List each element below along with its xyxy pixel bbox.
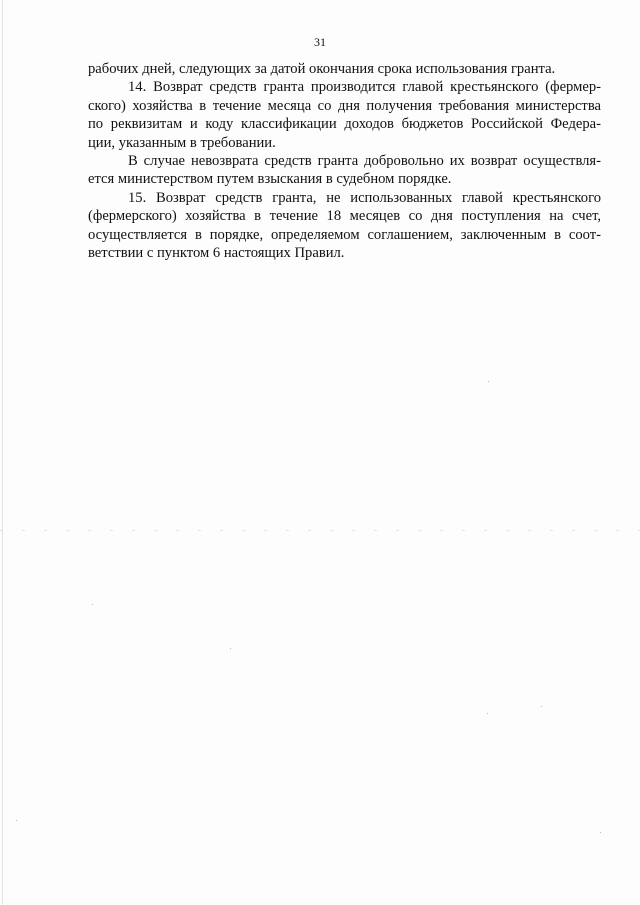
paragraph-4-line-1: 15. Возврат средств гранта, не использованных главой крестьянского xyxy=(128,189,601,206)
paragraph-1-line-1: рабочих дней, следующих за датой окончания срока использования гранта. xyxy=(88,61,556,77)
scan-speck xyxy=(487,713,488,714)
paragraph-2-line-1: 14. Возврат средств гранта производится главой крестьянского (фермер- xyxy=(128,79,601,96)
paragraph-3-line-2: ется министерством путем взыскания в судебном порядке. xyxy=(88,171,452,188)
paragraph-2-line-2: ского) хозяйства в течение месяца со дня получения требования министерства xyxy=(88,97,601,114)
paragraph-2-line-4: ции, указанным в требовании. xyxy=(88,134,276,151)
paragraph-3-line-1: В случае невозврата средств гранта добровольно их возврат осуществля- xyxy=(128,153,601,170)
scan-speck xyxy=(16,820,17,821)
paragraph-4-line-3: осуществляется в порядке, определяемом соглашением, заключенным в соот- xyxy=(88,226,601,243)
scan-speck xyxy=(600,832,601,833)
scan-speck xyxy=(541,706,542,707)
scan-speck xyxy=(92,604,93,605)
document-body xyxy=(88,60,601,262)
paragraph-4-line-2: (фермерского) хозяйства в течение 18 месяцев со дня поступления на счет, xyxy=(88,208,601,225)
page-number: 31 xyxy=(314,35,326,49)
paragraph-4-line-4: ветствии с пунктом 6 настоящих Правил. xyxy=(88,245,345,262)
scan-artifact-line xyxy=(0,530,640,531)
scan-speck xyxy=(488,381,489,382)
scan-speck xyxy=(230,648,231,649)
scan-edge xyxy=(2,0,3,905)
paragraph-2-line-3: по реквизитам и коду классификации доходов бюджетов Российской Федера- xyxy=(88,116,601,133)
